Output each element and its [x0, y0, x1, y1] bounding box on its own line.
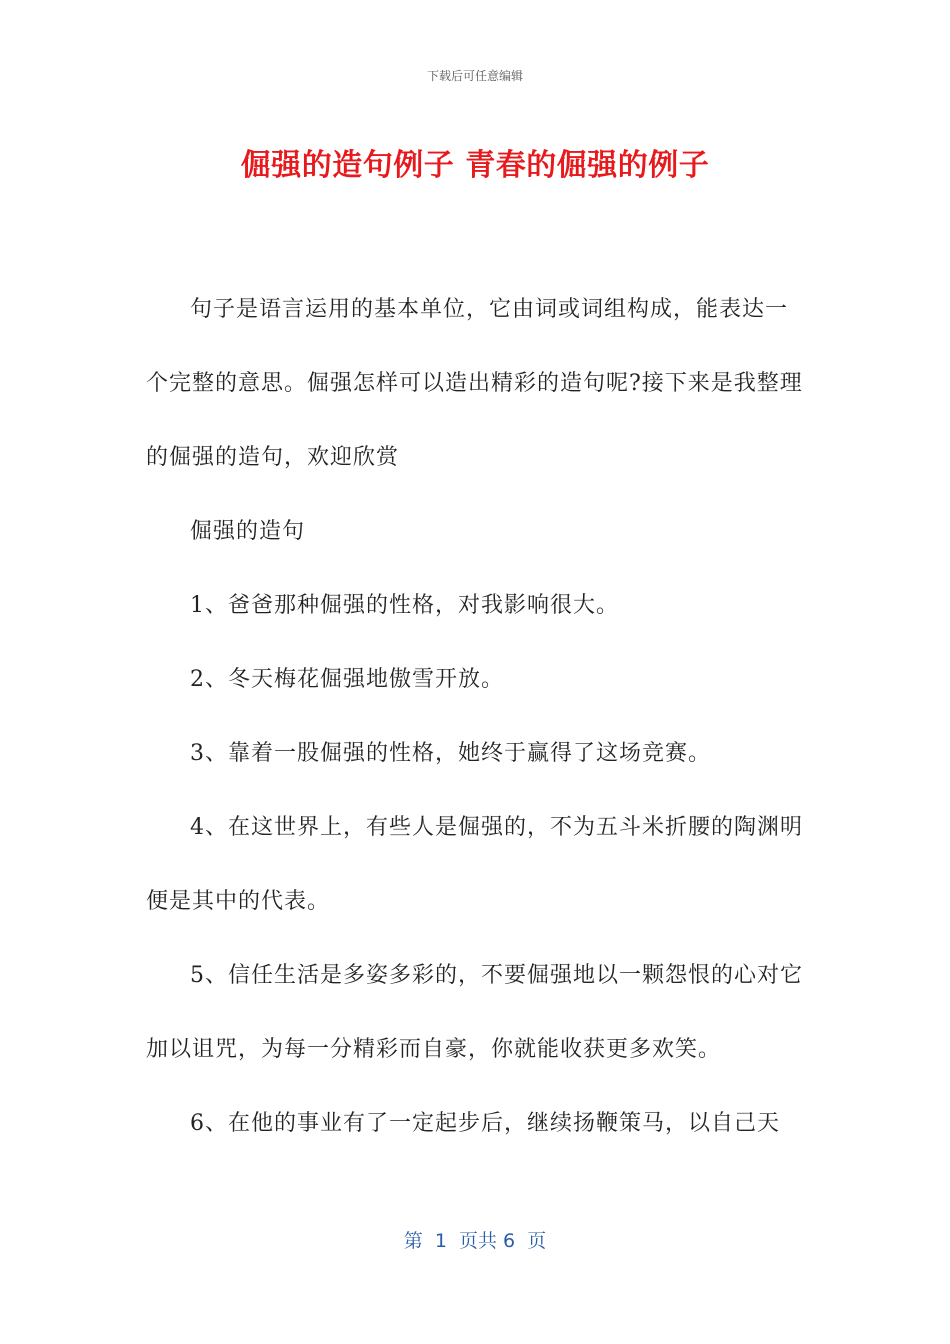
paragraph-example-1: 1、爸爸那种倔强的性格，对我影响很大。 — [190, 593, 619, 618]
header-note: 下载后可任意编辑 — [426, 69, 523, 83]
document-body — [146, 273, 806, 1161]
paragraph-example-6: 6、在他的事业有了一定起步后，继续扬鞭策马，以自己天 — [190, 1111, 780, 1136]
paragraph-example-4: 4、在这世界上，有些人是倔强的，不为五斗米折腰的陶渊明便是其中的代表。 — [146, 815, 803, 914]
page-number-footer: 第 1 页共 6 页 — [403, 1230, 547, 1252]
paragraph-heading: 倔强的造句 — [190, 519, 306, 544]
paragraph-example-2: 2、冬天梅花倔强地傲雪开放。 — [190, 667, 504, 692]
document-title: 倔强的造句例子 青春的倔强的例子 — [240, 148, 710, 183]
paragraph-example-5: 5、信任生活是多姿多彩的，不要倔强地以一颗怨恨的心对它加以诅咒，为每一分精彩而自豪，你就能收获更多欢笑。 — [146, 963, 803, 1062]
paragraph-intro: 句子是语言运用的基本单位，它由词或词组构成，能表达一个完整的意思。倔强怎样可以造出精彩的造句呢?接下来是我整理的倔强的造句，欢迎欣赏 — [146, 297, 803, 470]
paragraph-example-3: 3、靠着一股倔强的性格，她终于赢得了这场竞赛。 — [190, 741, 711, 766]
